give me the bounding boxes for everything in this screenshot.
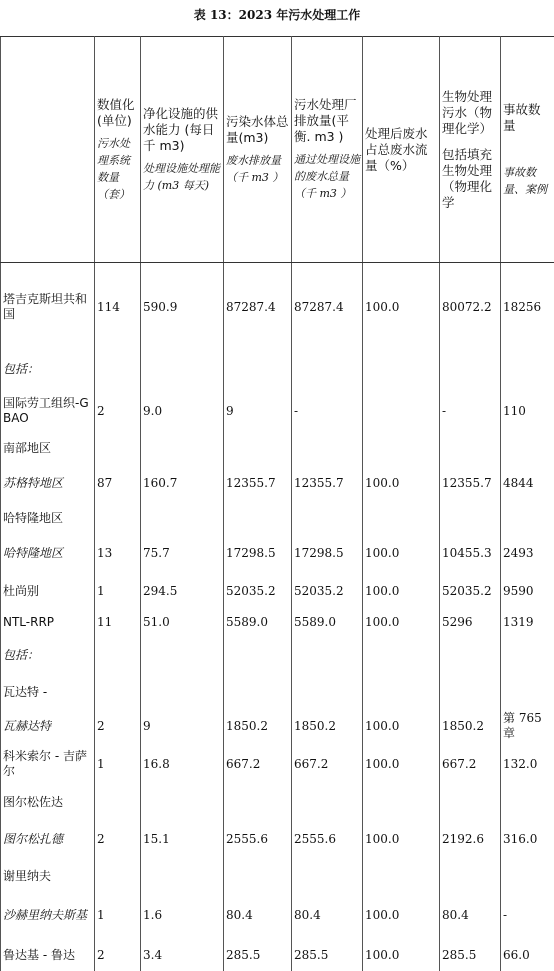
row-label-cell: 哈特隆地区 [1, 531, 95, 575]
table-row [1, 351, 554, 387]
table-row [1, 711, 554, 741]
data-cell: 16.8 [141, 741, 224, 787]
data-cell [501, 673, 554, 711]
row-label-cell: 苏格特地区 [1, 461, 95, 505]
row-label-cell: NTL-RRP [1, 607, 95, 637]
table-row [1, 741, 554, 787]
data-cell: 2 [95, 711, 141, 741]
data-cell: 75.7 [141, 531, 224, 575]
data-cell [501, 505, 554, 531]
data-cell: 4844 [501, 461, 554, 505]
data-cell: 2493 [501, 531, 554, 575]
data-cell: 87287.4 [224, 263, 292, 352]
table-row [1, 861, 554, 891]
row-label-cell: 南部地区 [1, 435, 95, 461]
data-cell: 12355.7 [292, 461, 363, 505]
data-cell [292, 637, 363, 673]
data-cell: 5296 [440, 607, 501, 637]
data-cell: 160.7 [141, 461, 224, 505]
data-cell: 9590 [501, 575, 554, 607]
table-row [1, 673, 554, 711]
table-row [1, 387, 554, 435]
row-label-cell: 瓦赫达特 [1, 711, 95, 741]
table-row [1, 891, 554, 939]
data-cell [141, 787, 224, 817]
data-cell: 9 [224, 387, 292, 435]
data-cell [224, 637, 292, 673]
header-cell: 生物处理污水（物理化学） 包括填充生物处理（物理化学 [440, 37, 501, 263]
data-cell [440, 351, 501, 387]
header-row [1, 37, 554, 263]
data-cell: 80072.2 [440, 263, 501, 352]
data-cell [363, 351, 440, 387]
data-cell: 2192.6 [440, 817, 501, 861]
row-label-cell: 瓦达特 - [1, 673, 95, 711]
data-cell: 2 [95, 817, 141, 861]
header-cell: 数值化(单位) 污水处理系统数量（套） [95, 37, 141, 263]
data-cell: 9 [141, 711, 224, 741]
data-cell: 100.0 [363, 575, 440, 607]
data-cell [95, 351, 141, 387]
data-cell [224, 787, 292, 817]
data-cell [440, 637, 501, 673]
table-row [1, 637, 554, 673]
data-cell: 1 [95, 891, 141, 939]
row-label-cell: 沙赫里纳夫斯基 [1, 891, 95, 939]
data-cell: 100.0 [363, 817, 440, 861]
data-cell [292, 351, 363, 387]
data-cell: 5589.0 [292, 607, 363, 637]
table-row [1, 531, 554, 575]
data-cell [224, 861, 292, 891]
data-cell: 1 [95, 741, 141, 787]
data-cell: 132.0 [501, 741, 554, 787]
data-cell [141, 861, 224, 891]
data-cell [95, 673, 141, 711]
data-cell: 17298.5 [224, 531, 292, 575]
data-cell: 66.0 [501, 939, 554, 971]
data-cell: 114 [95, 263, 141, 352]
row-label-cell: 鲁达基 - 鲁达 [1, 939, 95, 971]
data-cell: 11 [95, 607, 141, 637]
data-cell: 285.5 [224, 939, 292, 971]
data-cell [224, 435, 292, 461]
data-cell: 80.4 [292, 891, 363, 939]
data-cell [501, 351, 554, 387]
data-cell [501, 435, 554, 461]
data-cell [95, 861, 141, 891]
data-cell: - [501, 891, 554, 939]
data-cell [292, 673, 363, 711]
data-cell: 17298.5 [292, 531, 363, 575]
data-cell [141, 673, 224, 711]
data-cell [363, 387, 440, 435]
data-cell: 15.1 [141, 817, 224, 861]
data-cell: 12355.7 [224, 461, 292, 505]
data-cell [440, 861, 501, 891]
row-label-cell: 塔吉克斯坦共和国 [1, 263, 95, 352]
data-cell [141, 505, 224, 531]
wastewater-table [0, 36, 554, 971]
data-cell: 18256 [501, 263, 554, 352]
data-cell [292, 505, 363, 531]
data-cell [292, 787, 363, 817]
data-cell [440, 435, 501, 461]
data-cell: 100.0 [363, 741, 440, 787]
data-cell: 100.0 [363, 461, 440, 505]
data-cell [95, 505, 141, 531]
header-cell [1, 37, 95, 263]
data-cell [363, 637, 440, 673]
data-cell: 51.0 [141, 607, 224, 637]
data-cell: 1 [95, 575, 141, 607]
row-label-cell: 图尔松扎德 [1, 817, 95, 861]
data-cell [440, 505, 501, 531]
data-cell [95, 435, 141, 461]
data-cell: 10455.3 [440, 531, 501, 575]
data-cell: 100.0 [363, 531, 440, 575]
data-cell: 285.5 [440, 939, 501, 971]
header-cell: 污水处理厂排放量(平衡. m3 ) 通过处理设施的废水总量（千 m3 ） [292, 37, 363, 263]
data-cell [501, 787, 554, 817]
data-cell: 52035.2 [224, 575, 292, 607]
data-cell: 590.9 [141, 263, 224, 352]
data-cell: 100.0 [363, 891, 440, 939]
row-label-cell: 杜尚别 [1, 575, 95, 607]
data-cell [501, 637, 554, 673]
table-row [1, 575, 554, 607]
table-row [1, 607, 554, 637]
data-cell: 316.0 [501, 817, 554, 861]
data-cell: - [292, 387, 363, 435]
table-row [1, 939, 554, 971]
header-cell: 污染水体总量(m3) 废水排放量（千 m3 ） [224, 37, 292, 263]
data-cell [141, 637, 224, 673]
table-row [1, 435, 554, 461]
data-cell: 52035.2 [440, 575, 501, 607]
header-cell: 净化设施的供水能力 (每日千 m3) 处理设施处理能力 (m3 每天) [141, 37, 224, 263]
table-row [1, 787, 554, 817]
data-cell [363, 861, 440, 891]
row-label-cell: 图尔松佐达 [1, 787, 95, 817]
data-cell: 2 [95, 939, 141, 971]
data-cell: 110 [501, 387, 554, 435]
data-cell: 100.0 [363, 607, 440, 637]
data-cell: 12355.7 [440, 461, 501, 505]
row-label-cell: 国际劳工组织-GBAO [1, 387, 95, 435]
data-cell: 667.2 [224, 741, 292, 787]
data-cell: 285.5 [292, 939, 363, 971]
data-cell [141, 351, 224, 387]
data-cell [501, 861, 554, 891]
data-cell: 294.5 [141, 575, 224, 607]
data-cell [292, 435, 363, 461]
table-row [1, 461, 554, 505]
row-label-cell: 哈特隆地区 [1, 505, 95, 531]
data-cell: 52035.2 [292, 575, 363, 607]
data-cell: 100.0 [363, 939, 440, 971]
data-cell: 87 [95, 461, 141, 505]
data-cell: 80.4 [440, 891, 501, 939]
data-cell: 1319 [501, 607, 554, 637]
data-cell [292, 861, 363, 891]
row-label-cell: 包括： [1, 351, 95, 387]
data-cell: 1850.2 [292, 711, 363, 741]
data-cell: 1.6 [141, 891, 224, 939]
data-cell: 80.4 [224, 891, 292, 939]
data-cell: - [440, 387, 501, 435]
table-title: 表 13：2023 年污水处理工作 [0, 6, 554, 23]
data-cell: 100.0 [363, 711, 440, 741]
data-cell: 2 [95, 387, 141, 435]
data-cell: 5589.0 [224, 607, 292, 637]
data-cell [363, 673, 440, 711]
row-label-cell: 科米索尔 - 吉萨尔 [1, 741, 95, 787]
header-cell: 处理后废水占总废水流量（%） [363, 37, 440, 263]
data-cell: 1850.2 [224, 711, 292, 741]
data-cell: 第 765 章 [501, 711, 554, 741]
data-cell [363, 787, 440, 817]
data-cell: 100.0 [363, 263, 440, 352]
table-row [1, 263, 554, 352]
header-cell: 事故数量 事故数量、案例 [501, 37, 554, 263]
data-cell [440, 673, 501, 711]
data-cell [141, 435, 224, 461]
row-label-cell: 包括： [1, 637, 95, 673]
data-cell: 1850.2 [440, 711, 501, 741]
data-cell: 13 [95, 531, 141, 575]
data-cell [95, 637, 141, 673]
data-cell [440, 787, 501, 817]
table-row [1, 817, 554, 861]
data-cell: 9.0 [141, 387, 224, 435]
data-cell: 2555.6 [292, 817, 363, 861]
table-row [1, 505, 554, 531]
data-cell: 87287.4 [292, 263, 363, 352]
data-cell: 3.4 [141, 939, 224, 971]
data-cell [363, 505, 440, 531]
data-cell: 667.2 [292, 741, 363, 787]
data-cell [363, 435, 440, 461]
data-cell: 2555.6 [224, 817, 292, 861]
row-label-cell: 谢里纳夫 [1, 861, 95, 891]
data-cell [224, 673, 292, 711]
data-cell [224, 505, 292, 531]
data-cell: 667.2 [440, 741, 501, 787]
data-cell [224, 351, 292, 387]
data-cell [95, 787, 141, 817]
